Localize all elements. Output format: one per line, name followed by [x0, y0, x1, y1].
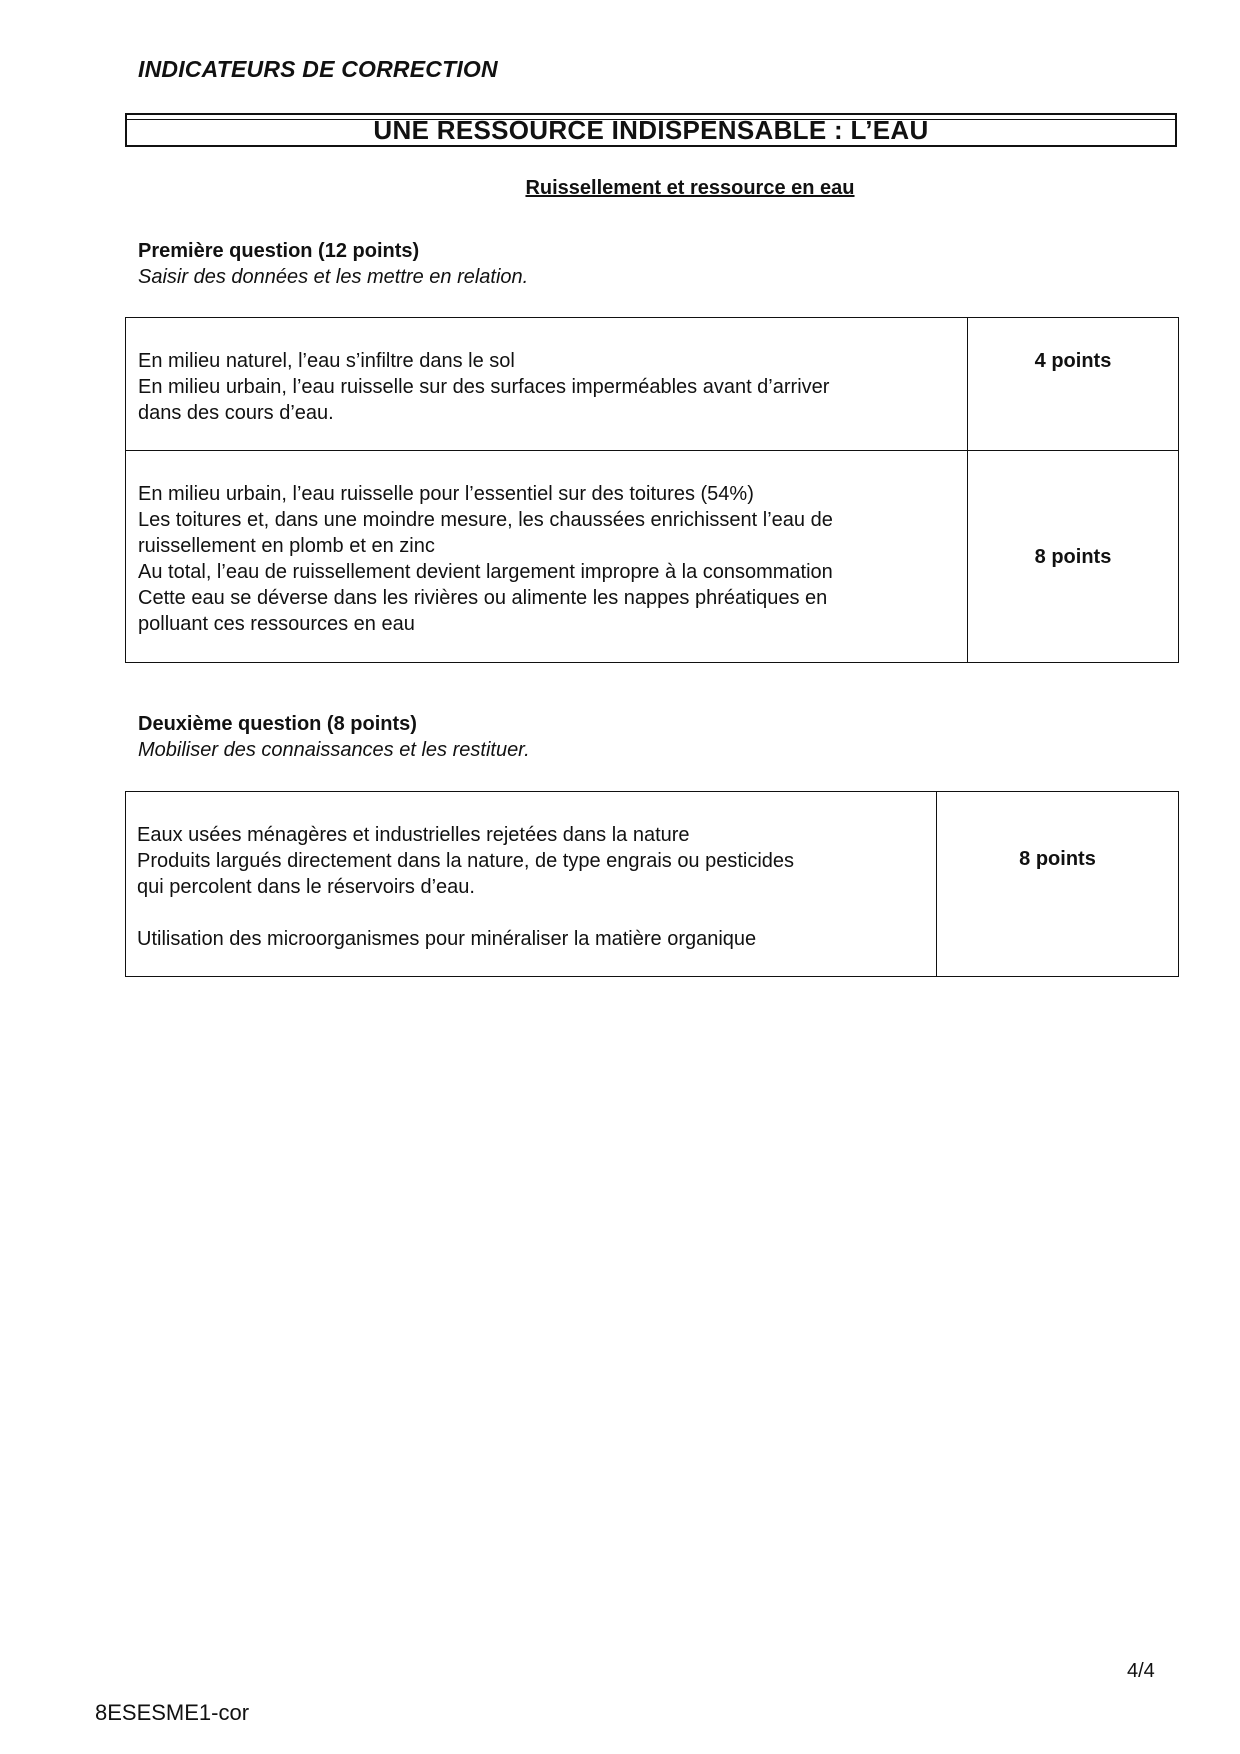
answer-line: qui percolent dans le réservoirs d’eau. — [137, 876, 475, 898]
answer-line: Eaux usées ménagères et industrielles rejetées dans la nature — [137, 824, 690, 846]
answer-cell — [126, 451, 968, 663]
points-cell — [968, 318, 1179, 451]
answer-line: Utilisation des microorganismes pour minéraliser la matière organique — [137, 928, 757, 950]
title-box — [125, 113, 1177, 147]
answer-line: polluant ces ressources en eau — [138, 613, 415, 635]
points-value: 4 points — [1034, 350, 1112, 372]
answer-line: Les toitures et, dans une moindre mesure, les chaussées enrichissent l’eau de — [138, 509, 833, 531]
answer-line: Au total, l’eau de ruissellement devient largement impropre à la consommation — [138, 561, 833, 583]
points-cell — [968, 451, 1179, 663]
answer-line: En milieu urbain, l’eau ruisselle sur des surfaces imperméables avant d’arriver — [138, 376, 830, 398]
question-1-table — [125, 317, 1179, 663]
document-header-label: INDICATEURS DE CORRECTION — [138, 56, 498, 82]
answer-line: En milieu naturel, l’eau s’infiltre dans le sol — [138, 350, 515, 372]
answer-line: ruissellement en plomb et en zinc — [138, 535, 435, 557]
section-subtitle: Ruissellement et ressource en eau — [525, 177, 855, 199]
question-1-subheading: Saisir des données et les mettre en relation. — [138, 266, 529, 288]
points-cell — [937, 792, 1179, 977]
answer-line: En milieu urbain, l’eau ruisselle pour l’essentiel sur des toitures (54%) — [138, 483, 754, 505]
table-row — [126, 451, 1179, 663]
points-value: 8 points — [1034, 545, 1112, 568]
document-title: UNE RESSOURCE INDISPENSABLE : L’EAU — [373, 114, 929, 145]
page-number: 4/4 — [1127, 1660, 1155, 1682]
points-value: 8 points — [1019, 848, 1096, 870]
table-row — [126, 318, 1179, 451]
question-2-heading: Deuxième question (8 points) — [138, 713, 417, 735]
table-row — [126, 792, 1179, 977]
document-code: 8ESESME1-cor — [95, 1700, 250, 1725]
answer-line: Produits largués directement dans la nature, de type engrais ou pesticides — [137, 850, 795, 872]
answer-line: dans des cours d’eau. — [138, 402, 334, 424]
answer-cell — [126, 318, 968, 451]
question-2-subheading: Mobiliser des connaissances et les restituer. — [138, 739, 530, 761]
question-1-heading: Première question (12 points) — [138, 240, 420, 262]
answer-spacer — [137, 900, 926, 926]
question-2-table — [125, 791, 1179, 977]
answer-cell — [126, 792, 937, 977]
answer-line: Cette eau se déverse dans les rivières ou alimente les nappes phréatiques en — [138, 587, 828, 609]
